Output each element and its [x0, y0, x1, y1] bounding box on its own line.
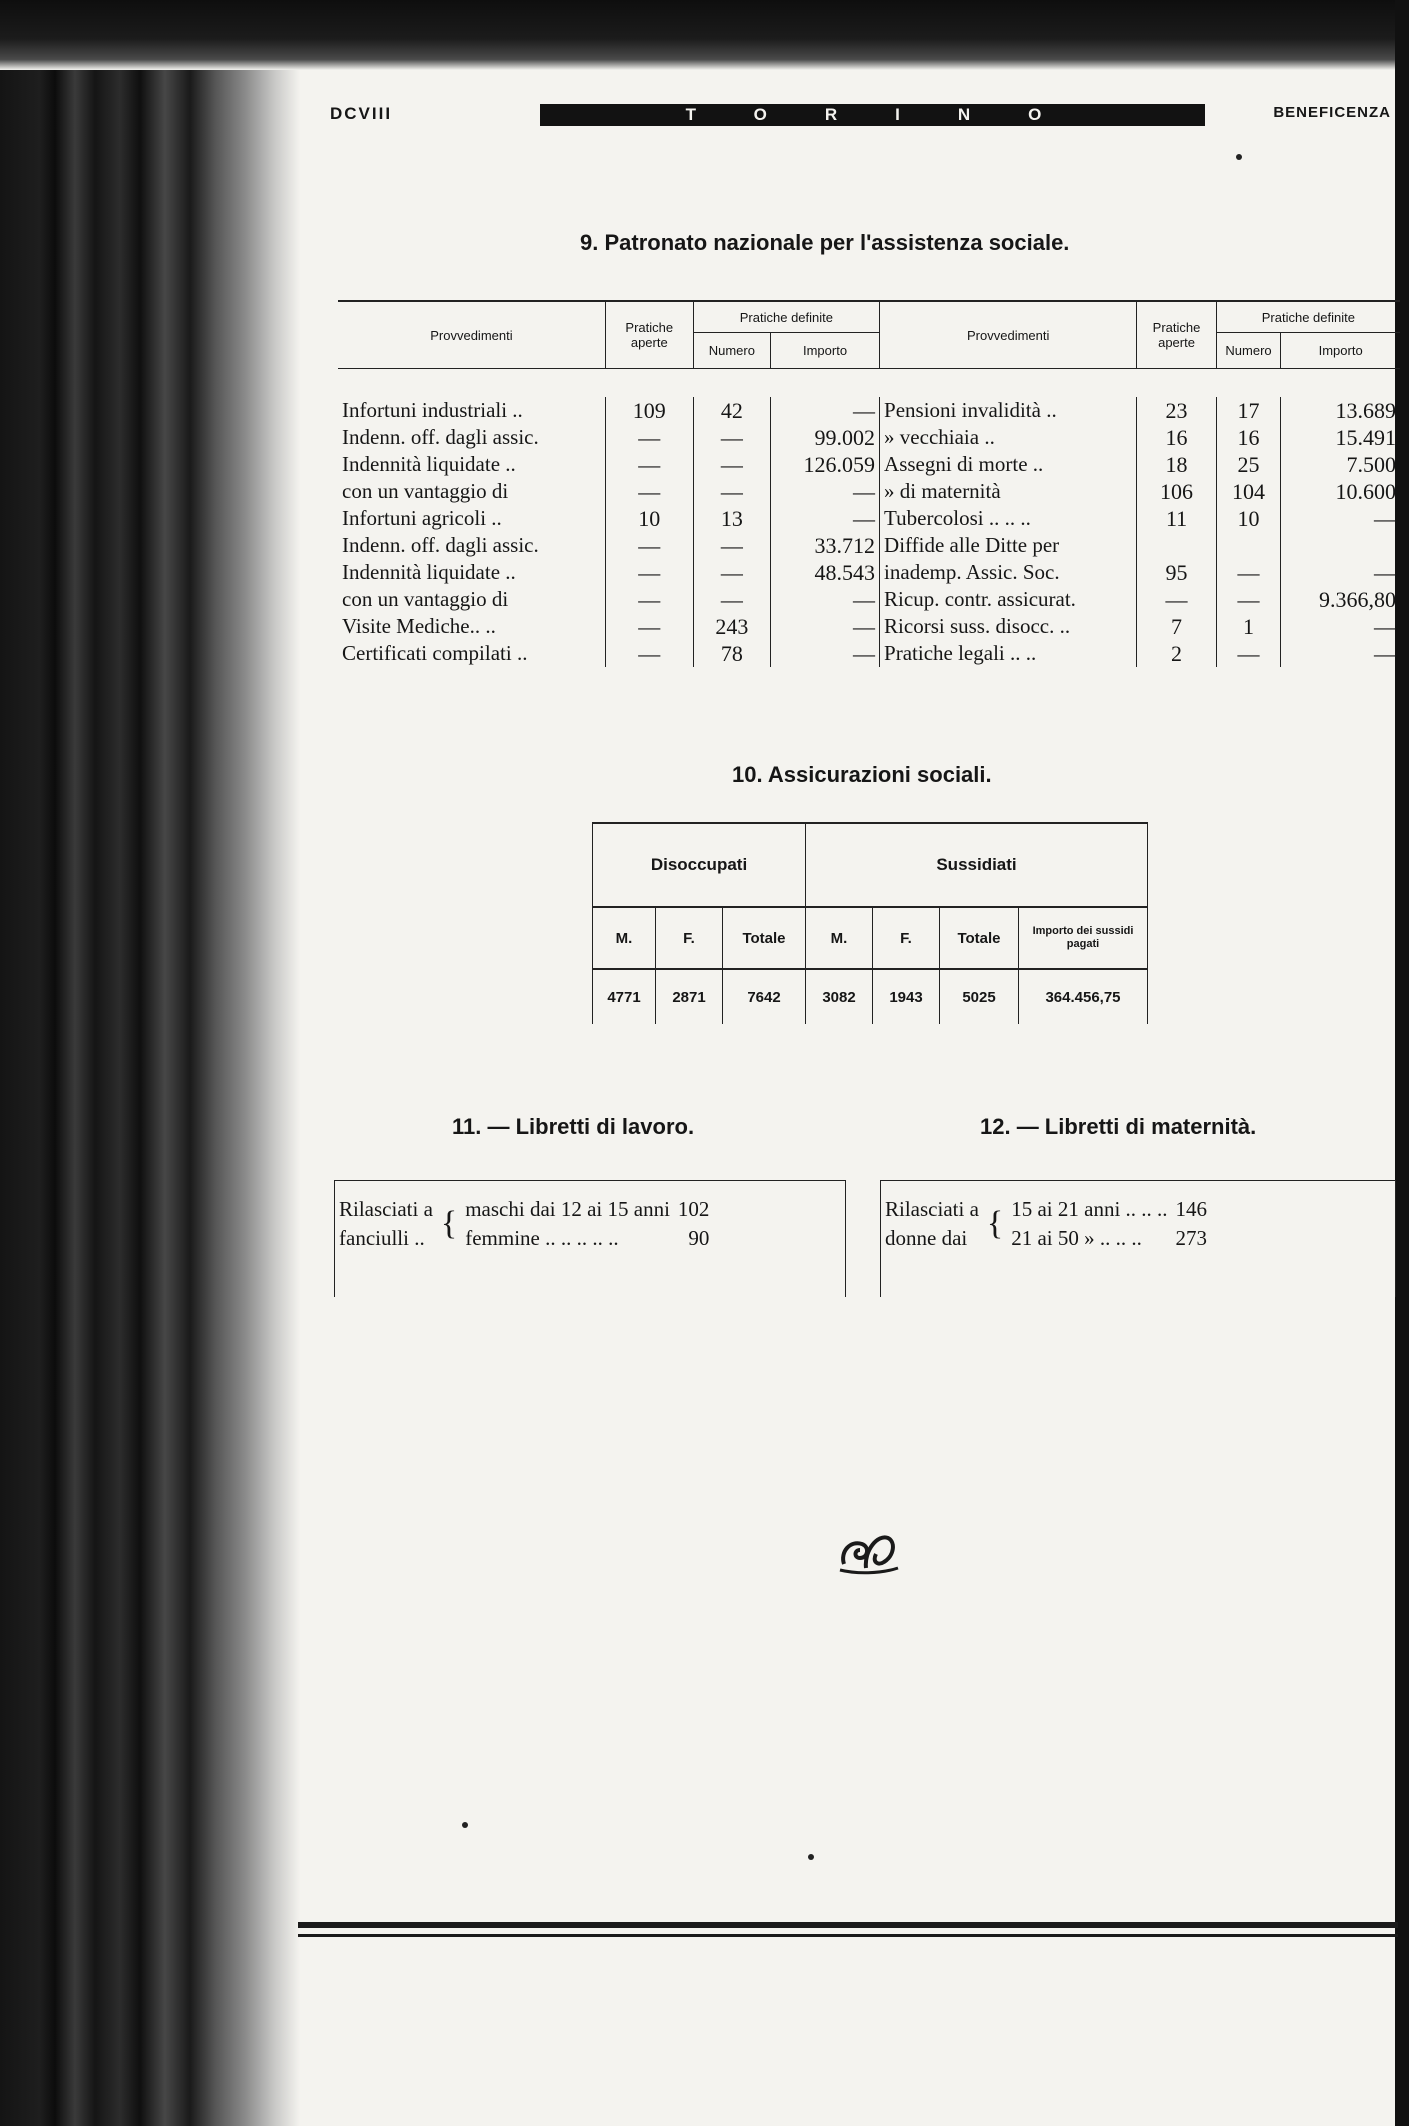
row-numero-left: 13 [693, 505, 770, 532]
row-label-right: Ricup. contr. assicurat. [880, 586, 1137, 613]
row-label-left: Visite Mediche.. .. [342, 614, 496, 638]
row-label-right: Pensioni invalidità .. [880, 397, 1137, 424]
col-provvedimenti-right: Provvedimenti [880, 301, 1137, 369]
bottom-rule-thin [298, 1934, 1398, 1937]
table-row [338, 586, 1400, 613]
row-numero-left: — [693, 424, 770, 451]
row-aperte-right: 16 [1137, 424, 1216, 451]
row-aperte-right: — [1137, 586, 1216, 613]
row-label-left: Certificati compilati .. [342, 641, 528, 665]
header-f-disoccupati: F. [656, 907, 723, 969]
row-importo-right: — [1281, 505, 1400, 532]
header-m-disoccupati: M. [593, 907, 656, 969]
row-label-right: Diffide alle Ditte per [880, 532, 1137, 559]
col-provvedimenti-left: Provvedimenti [338, 301, 605, 369]
col-aperte-left: Pratiche aperte [605, 301, 693, 369]
value-totale-sussidiati: 5025 [940, 969, 1019, 1024]
row-label-left: con un vantaggio di [342, 479, 509, 503]
row-numero-right: 16 [1216, 424, 1281, 451]
brace-icon: { [440, 1205, 458, 1242]
header-f-sussidiati: F. [873, 907, 940, 969]
row-importo-right: — [1281, 559, 1400, 586]
libretti-lavoro-row1-value: 102 [677, 1197, 710, 1221]
brace-icon: { [986, 1205, 1004, 1242]
row-numero-right: 10 [1216, 505, 1281, 532]
libretti-maternita-row1-label: 15 ai 21 anni .. .. .. [1011, 1197, 1168, 1221]
speck [808, 1854, 814, 1860]
row-importo-right: 15.491 [1281, 424, 1400, 451]
row-label-left: Infortuni industriali .. [342, 398, 523, 422]
row-aperte-left: — [605, 532, 693, 559]
col-aperte-right: Pratiche aperte [1137, 301, 1216, 369]
value-totale-disoccupati: 7642 [723, 969, 806, 1024]
header-m-sussidiati: M. [806, 907, 873, 969]
libretti-lavoro-label-1: Rilasciati a [339, 1197, 433, 1221]
table-row [338, 478, 1400, 505]
row-importo-left: 33.712 [771, 532, 880, 559]
section-12-title: 12. — Libretti di maternità. [980, 1114, 1257, 1139]
running-title-city: TORINO [540, 104, 1205, 126]
row-numero-right: — [1216, 559, 1281, 586]
book-binding-shadow [0, 0, 300, 2126]
group-sussidiati: Sussidiati [806, 823, 1148, 907]
value-m-disoccupati: 4771 [593, 969, 656, 1024]
row-importo-right: — [1281, 613, 1400, 640]
row-label-left: Infortuni agricoli .. [342, 506, 502, 530]
row-aperte-left: — [605, 424, 693, 451]
row-importo-left: — [771, 640, 880, 667]
row-label-left: con un vantaggio di [342, 587, 509, 611]
value-f-sussidiati: 1943 [873, 969, 940, 1024]
running-section: BENEFICENZA [1273, 104, 1391, 121]
table-row [338, 532, 1400, 559]
row-label-right: » di maternità [880, 478, 1137, 505]
libretti-lavoro-label-2: fanciulli .. [339, 1226, 425, 1250]
table-row [338, 640, 1400, 667]
row-numero-right: 25 [1216, 451, 1281, 478]
libretti-lavoro-box [334, 1180, 846, 1297]
row-numero-left: 42 [693, 397, 770, 424]
patronato-table [338, 300, 1400, 667]
row-aperte-left: — [605, 559, 693, 586]
row-importo-right: 7.500 [1281, 451, 1400, 478]
libretti-lavoro-row1-label: maschi dai 12 ai 15 anni [465, 1197, 670, 1221]
row-importo-right: — [1281, 640, 1400, 667]
col-numero-right: Numero [1216, 333, 1281, 369]
table-row [338, 397, 1400, 424]
section-9-title: 9. Patronato nazionale per l'assistenza sociale. [580, 230, 1070, 255]
row-numero-right: 1 [1216, 613, 1281, 640]
row-numero-left: — [693, 451, 770, 478]
header-totale-sussidiati: Totale [940, 907, 1019, 969]
row-label-left: Indenn. off. dagli assic. [342, 533, 539, 557]
section-11-title: 11. — Libretti di lavoro. [452, 1114, 695, 1139]
row-numero-right: — [1216, 640, 1281, 667]
row-importo-left: — [771, 505, 880, 532]
row-importo-right: 13.689 [1281, 397, 1400, 424]
row-importo-right [1281, 532, 1400, 559]
row-numero-left: 78 [693, 640, 770, 667]
table-row [338, 451, 1400, 478]
row-importo-left: 99.002 [771, 424, 880, 451]
group-disoccupati: Disoccupati [593, 823, 806, 907]
row-aperte-right: 2 [1137, 640, 1216, 667]
row-numero-left: — [693, 586, 770, 613]
row-numero-right [1216, 532, 1281, 559]
row-aperte-right: 95 [1137, 559, 1216, 586]
row-label-left: Indenn. off. dagli assic. [342, 425, 539, 449]
table-row [338, 424, 1400, 451]
row-label-right: Tubercolosi .. .. .. [880, 505, 1137, 532]
row-aperte-left: — [605, 586, 693, 613]
speck [462, 1822, 468, 1828]
row-numero-left: — [693, 532, 770, 559]
libretti-lavoro-row2-label: femmine .. .. .. .. .. [465, 1226, 619, 1250]
table-row [338, 559, 1400, 586]
row-importo-left: — [771, 586, 880, 613]
row-label-right: inademp. Assic. Soc. [880, 559, 1137, 586]
row-numero-left: — [693, 478, 770, 505]
row-importo-right: 9.366,80 [1281, 586, 1400, 613]
row-numero-right: 104 [1216, 478, 1281, 505]
value-importo-sussidi: 364.456,75 [1019, 969, 1148, 1024]
row-label-right: » vecchiaia .. [880, 424, 1137, 451]
row-label-left: Indennità liquidate .. [342, 452, 516, 476]
table-row [338, 505, 1400, 532]
value-m-sussidiati: 3082 [806, 969, 873, 1024]
row-aperte-left: — [605, 613, 693, 640]
ornament-icon [836, 1528, 902, 1576]
row-importo-right: 10.600 [1281, 478, 1400, 505]
row-label-right: Assegni di morte .. [880, 451, 1137, 478]
page-number: DCVIII [330, 104, 393, 123]
libretti-maternita-box [880, 1180, 1396, 1297]
row-label-left: Indennità liquidate .. [342, 560, 516, 584]
col-definite-right: Pratiche definite [1216, 301, 1400, 333]
libretti-maternita-row1-value: 146 [1175, 1197, 1208, 1221]
libretti-maternita-label-1: Rilasciati a [885, 1197, 979, 1221]
col-definite-left: Pratiche definite [693, 301, 879, 333]
col-importo-left: Importo [771, 333, 880, 369]
libretti-lavoro-row2-value: 90 [688, 1226, 710, 1250]
row-numero-left: 243 [693, 613, 770, 640]
libretti-maternita-row2-label: 21 ai 50 » .. .. .. [1011, 1226, 1142, 1250]
row-aperte-right: 11 [1137, 505, 1216, 532]
row-aperte-right: 23 [1137, 397, 1216, 424]
row-aperte-left: 10 [605, 505, 693, 532]
row-aperte-right [1137, 532, 1216, 559]
row-aperte-right: 7 [1137, 613, 1216, 640]
section-10-title: 10. Assicurazioni sociali. [732, 762, 992, 787]
row-importo-left: — [771, 613, 880, 640]
row-importo-left: 126.059 [771, 451, 880, 478]
row-label-right: Pratiche legali .. .. [880, 640, 1137, 667]
row-numero-left: — [693, 559, 770, 586]
libretti-maternita-row2-value: 273 [1175, 1226, 1208, 1250]
header-totale-disoccupati: Totale [723, 907, 806, 969]
row-aperte-left: 109 [605, 397, 693, 424]
bottom-rule-thick [298, 1922, 1398, 1928]
speck [1236, 154, 1242, 160]
row-aperte-left: — [605, 478, 693, 505]
row-label-right: Ricorsi suss. disocc. .. [880, 613, 1137, 640]
assicurazioni-table [592, 822, 1148, 1024]
table-row [338, 613, 1400, 640]
header-importo-sussidi: Importo dei sussidi pagati [1019, 907, 1148, 969]
row-numero-right: 17 [1216, 397, 1281, 424]
col-importo-right: Importo [1281, 333, 1400, 369]
top-edge-shadow [0, 0, 1409, 70]
row-aperte-right: 106 [1137, 478, 1216, 505]
row-aperte-left: — [605, 451, 693, 478]
row-importo-left: — [771, 478, 880, 505]
libretti-maternita-label-2: donne dai [885, 1226, 968, 1250]
col-numero-left: Numero [693, 333, 770, 369]
row-importo-left: — [771, 397, 880, 424]
value-f-disoccupati: 2871 [656, 969, 723, 1024]
row-importo-left: 48.543 [771, 559, 880, 586]
row-aperte-left: — [605, 640, 693, 667]
row-numero-right: — [1216, 586, 1281, 613]
row-aperte-right: 18 [1137, 451, 1216, 478]
